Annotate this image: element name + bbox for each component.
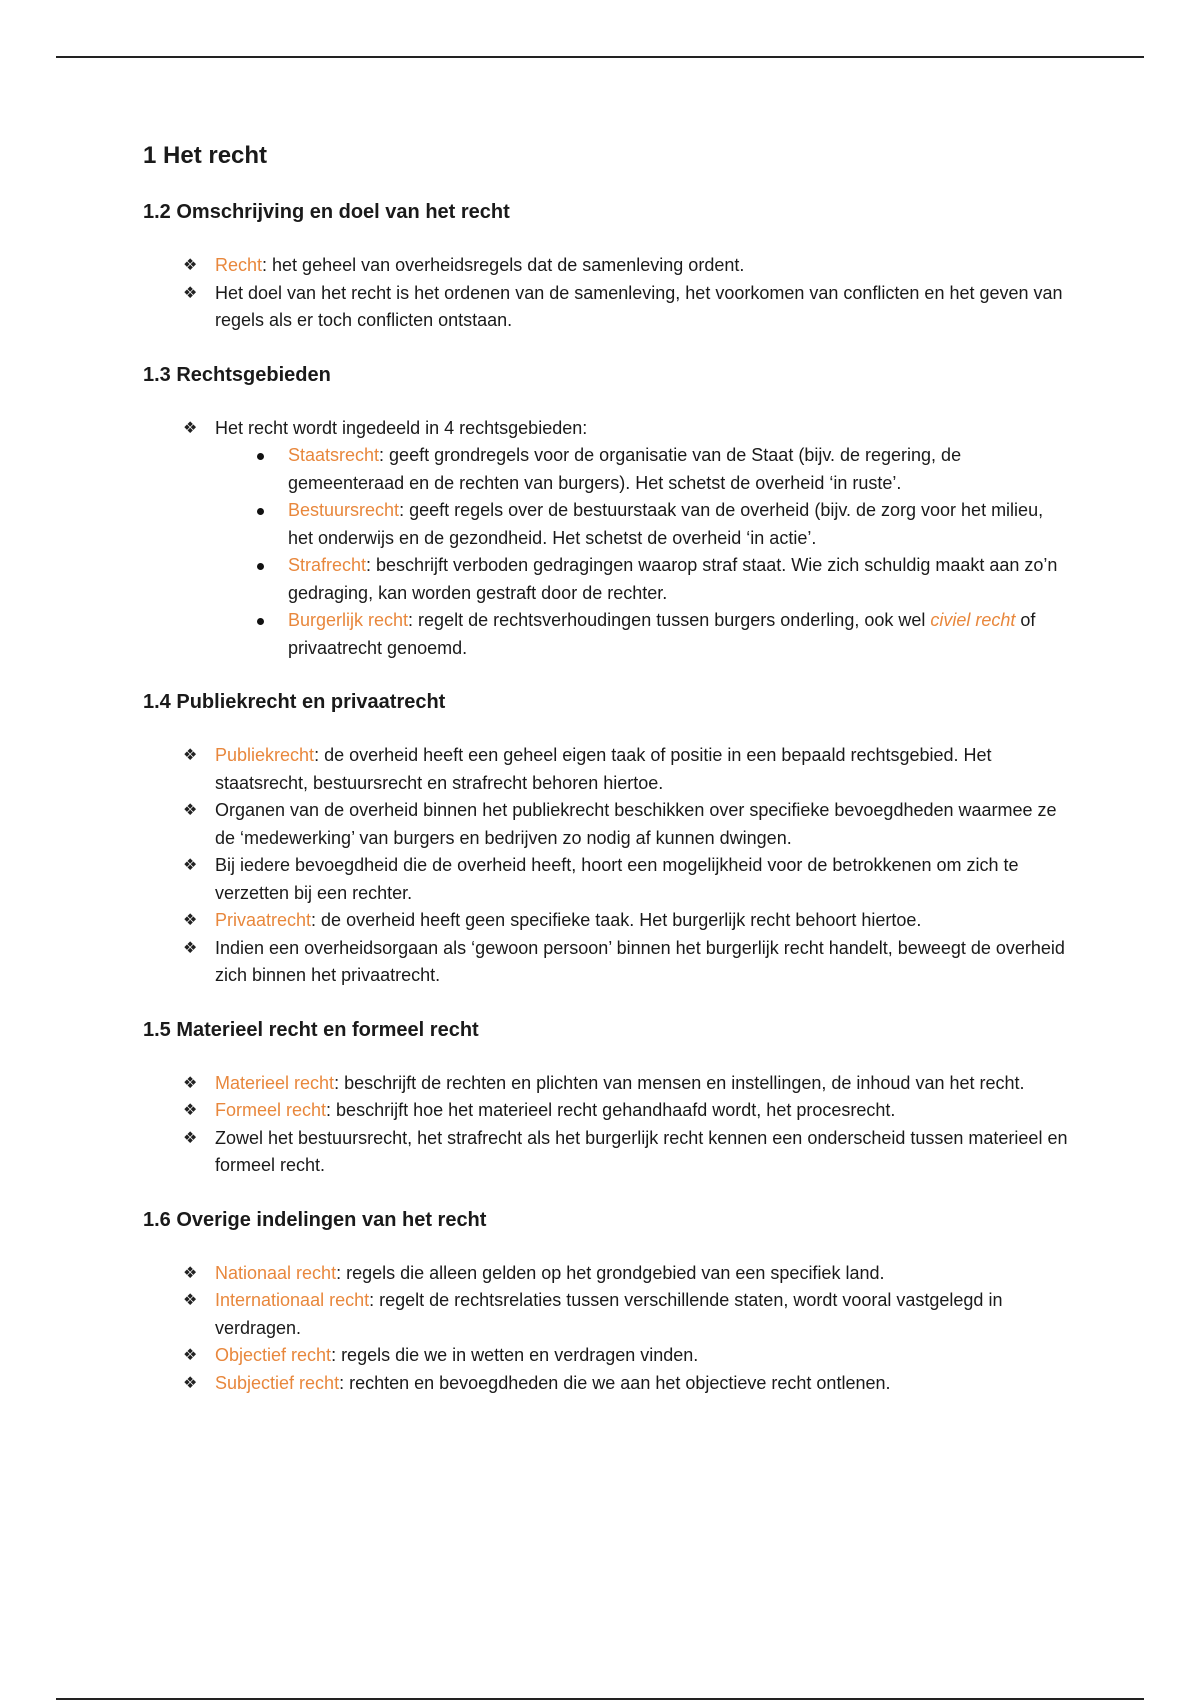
- term: Subjectief recht: [215, 1372, 340, 1393]
- diamond-bullet-icon: ❖: [183, 912, 198, 929]
- diamond-bullet-icon: ❖: [183, 802, 198, 819]
- diamond-bullet-icon: ❖: [183, 1074, 198, 1092]
- section-1-2-list: [143, 252, 1073, 335]
- section-heading-1-2: 1.2 Omschrijving en doel van het recht: [143, 201, 510, 223]
- section-heading-1-6: 1.6 Overige indelingen van het recht: [143, 1208, 487, 1231]
- list-item: [143, 852, 1073, 907]
- sub-list-item: [215, 497, 1073, 552]
- list-item: [143, 1370, 1073, 1398]
- list-item: [143, 280, 1073, 335]
- section-heading-1-4: 1.4 Publiekrecht en privaatrecht: [143, 691, 446, 713]
- term: Strafrecht: [288, 555, 367, 575]
- list-item: [143, 935, 1073, 990]
- list-item: [143, 252, 1073, 280]
- diamond-bullet-icon: ❖: [183, 1102, 198, 1119]
- section-heading-1-5: 1.5 Materieel recht en formeel recht: [143, 1018, 479, 1041]
- definition: : beschrijft verboden gedragingen waarop straf staat. Wie zich schuldig maakt aan zo’n gedraging, kan worden gestraft door de rechter.: [288, 555, 1058, 603]
- definition: : de overheid heeft geen specifieke taak. Het burgerlijk recht behoort hiertoe.: [311, 910, 922, 930]
- term: Recht: [215, 255, 263, 275]
- diamond-bullet-icon: ❖: [183, 1129, 198, 1147]
- list-item: [143, 1342, 1073, 1370]
- definition: : regels die alleen gelden op het grondgebied van een specifiek land.: [336, 1262, 885, 1283]
- definition: : het geheel van overheidsregels dat de samenleving ordent.: [262, 255, 745, 275]
- section-1-4-list: [143, 742, 1073, 990]
- list-item: [143, 1070, 1073, 1098]
- item-text: Het recht wordt ingedeeld in 4 rechtsgebieden:: [215, 417, 588, 438]
- list-item: [143, 742, 1073, 797]
- dot-bullet-icon: [257, 563, 264, 570]
- diamond-bullet-icon: ❖: [183, 939, 198, 957]
- definition: : rechten en bevoegdheden die we aan het objectieve recht ontlenen.: [339, 1372, 891, 1393]
- section-heading-1-3: 1.3 Rechtsgebieden: [143, 363, 331, 386]
- diamond-bullet-icon: ❖: [183, 1292, 198, 1309]
- sub-list-item: [215, 607, 1073, 662]
- sub-list-item: [215, 552, 1073, 607]
- term: Publiekrecht: [215, 745, 315, 765]
- definition: : geeft regels over de bestuurstaak van de overheid (bijv. de zorg voor het milieu, het onderwijs en de gezondheid. Het schetst de overheid ‘in actie’.: [288, 500, 1044, 548]
- section-1-3-list: [143, 415, 1073, 663]
- list-item: [143, 907, 1073, 935]
- definition: : regelt de rechtsrelaties tussen verschillende staten, wordt vooral vastgelegd in verdragen.: [215, 1290, 1003, 1338]
- document-body: [143, 140, 1073, 1423]
- chapter-title: 1 Het recht: [143, 142, 268, 169]
- item-text: Organen van de overheid binnen het publiekrecht beschikken over specifieke bevoegdheden waarmee ze de ‘medewerking’ van burgers en bedrijven zo nodig af kunnen dwingen.: [215, 800, 1057, 848]
- diamond-bullet-icon: ❖: [183, 857, 198, 874]
- definition: : de overheid heeft een geheel eigen taak of positie in een bepaald rechtsgebied. Het staatsrecht, bestuursrecht en strafrecht behoren hiertoe.: [215, 745, 992, 793]
- list-item: [143, 797, 1073, 852]
- section-1-5-list: [143, 1070, 1073, 1180]
- list-item: [143, 415, 1073, 663]
- term: Burgerlijk recht: [288, 610, 409, 630]
- definition: : regelt de rechtsverhoudingen tussen burgers onderling, ook wel: [408, 610, 931, 630]
- list-item: [143, 1287, 1073, 1342]
- item-text: Indien een overheidsorgaan als ‘gewoon persoon’ binnen het burgerlijk recht handelt, beweegt de overheid zich binnen het privaatrecht.: [215, 937, 1065, 985]
- sub-list-item: [215, 442, 1073, 497]
- definition: : beschrijft de rechten en plichten van mensen en instellingen, de inhoud van het recht.: [334, 1072, 1025, 1093]
- item-text: Het doel van het recht is het ordenen van de samenleving, het voorkomen van conflicten en het geven van regels als er toch conflicten ontstaan.: [215, 282, 1063, 330]
- definition: : regels die we in wetten en verdragen vinden.: [331, 1345, 699, 1365]
- diamond-bullet-icon: ❖: [183, 747, 198, 764]
- list-item: [143, 1097, 1073, 1125]
- diamond-bullet-icon: ❖: [183, 1374, 198, 1392]
- diamond-bullet-icon: ❖: [183, 1264, 198, 1282]
- term-italic: civiel recht: [930, 610, 1016, 630]
- dot-bullet-icon: [257, 618, 264, 625]
- diamond-bullet-icon: ❖: [183, 257, 198, 274]
- dot-bullet-icon: [257, 508, 264, 515]
- diamond-bullet-icon: ❖: [183, 1347, 198, 1364]
- dot-bullet-icon: [257, 453, 264, 460]
- section-1-6-list: [143, 1260, 1073, 1398]
- diamond-bullet-icon: ❖: [183, 419, 198, 437]
- header-rule: [56, 56, 1144, 58]
- definition: : geeft grondregels voor de organisatie van de Staat (bijv. de regering, de gemeenteraad en de rechten van burgers). Het schetst de overheid ‘in ruste’.: [288, 445, 962, 493]
- term: Privaatrecht: [215, 910, 312, 930]
- term: Staatsrecht: [288, 445, 380, 465]
- definition-end: of privaatrecht genoemd.: [288, 610, 1036, 658]
- sub-list: [215, 442, 1073, 662]
- term: Formeel recht: [215, 1100, 327, 1120]
- term: Nationaal recht: [215, 1262, 337, 1283]
- item-text: Bij iedere bevoegdheid die de overheid heeft, hoort een mogelijkheid voor de betrokkenen om zich te verzetten bij een rechter.: [215, 855, 1019, 903]
- diamond-bullet-icon: ❖: [183, 284, 198, 302]
- item-text: Zowel het bestuursrecht, het strafrecht als het burgerlijk recht kennen een onderscheid tussen materieel en formeel recht.: [215, 1127, 1068, 1175]
- term: Objectief recht: [215, 1345, 332, 1365]
- definition: : beschrijft hoe het materieel recht gehandhaafd wordt, het procesrecht.: [326, 1100, 896, 1120]
- term: Internationaal recht: [215, 1290, 370, 1310]
- list-item: [143, 1125, 1073, 1180]
- term: Materieel recht: [215, 1072, 335, 1093]
- term: Bestuursrecht: [288, 500, 400, 520]
- list-item: [143, 1260, 1073, 1288]
